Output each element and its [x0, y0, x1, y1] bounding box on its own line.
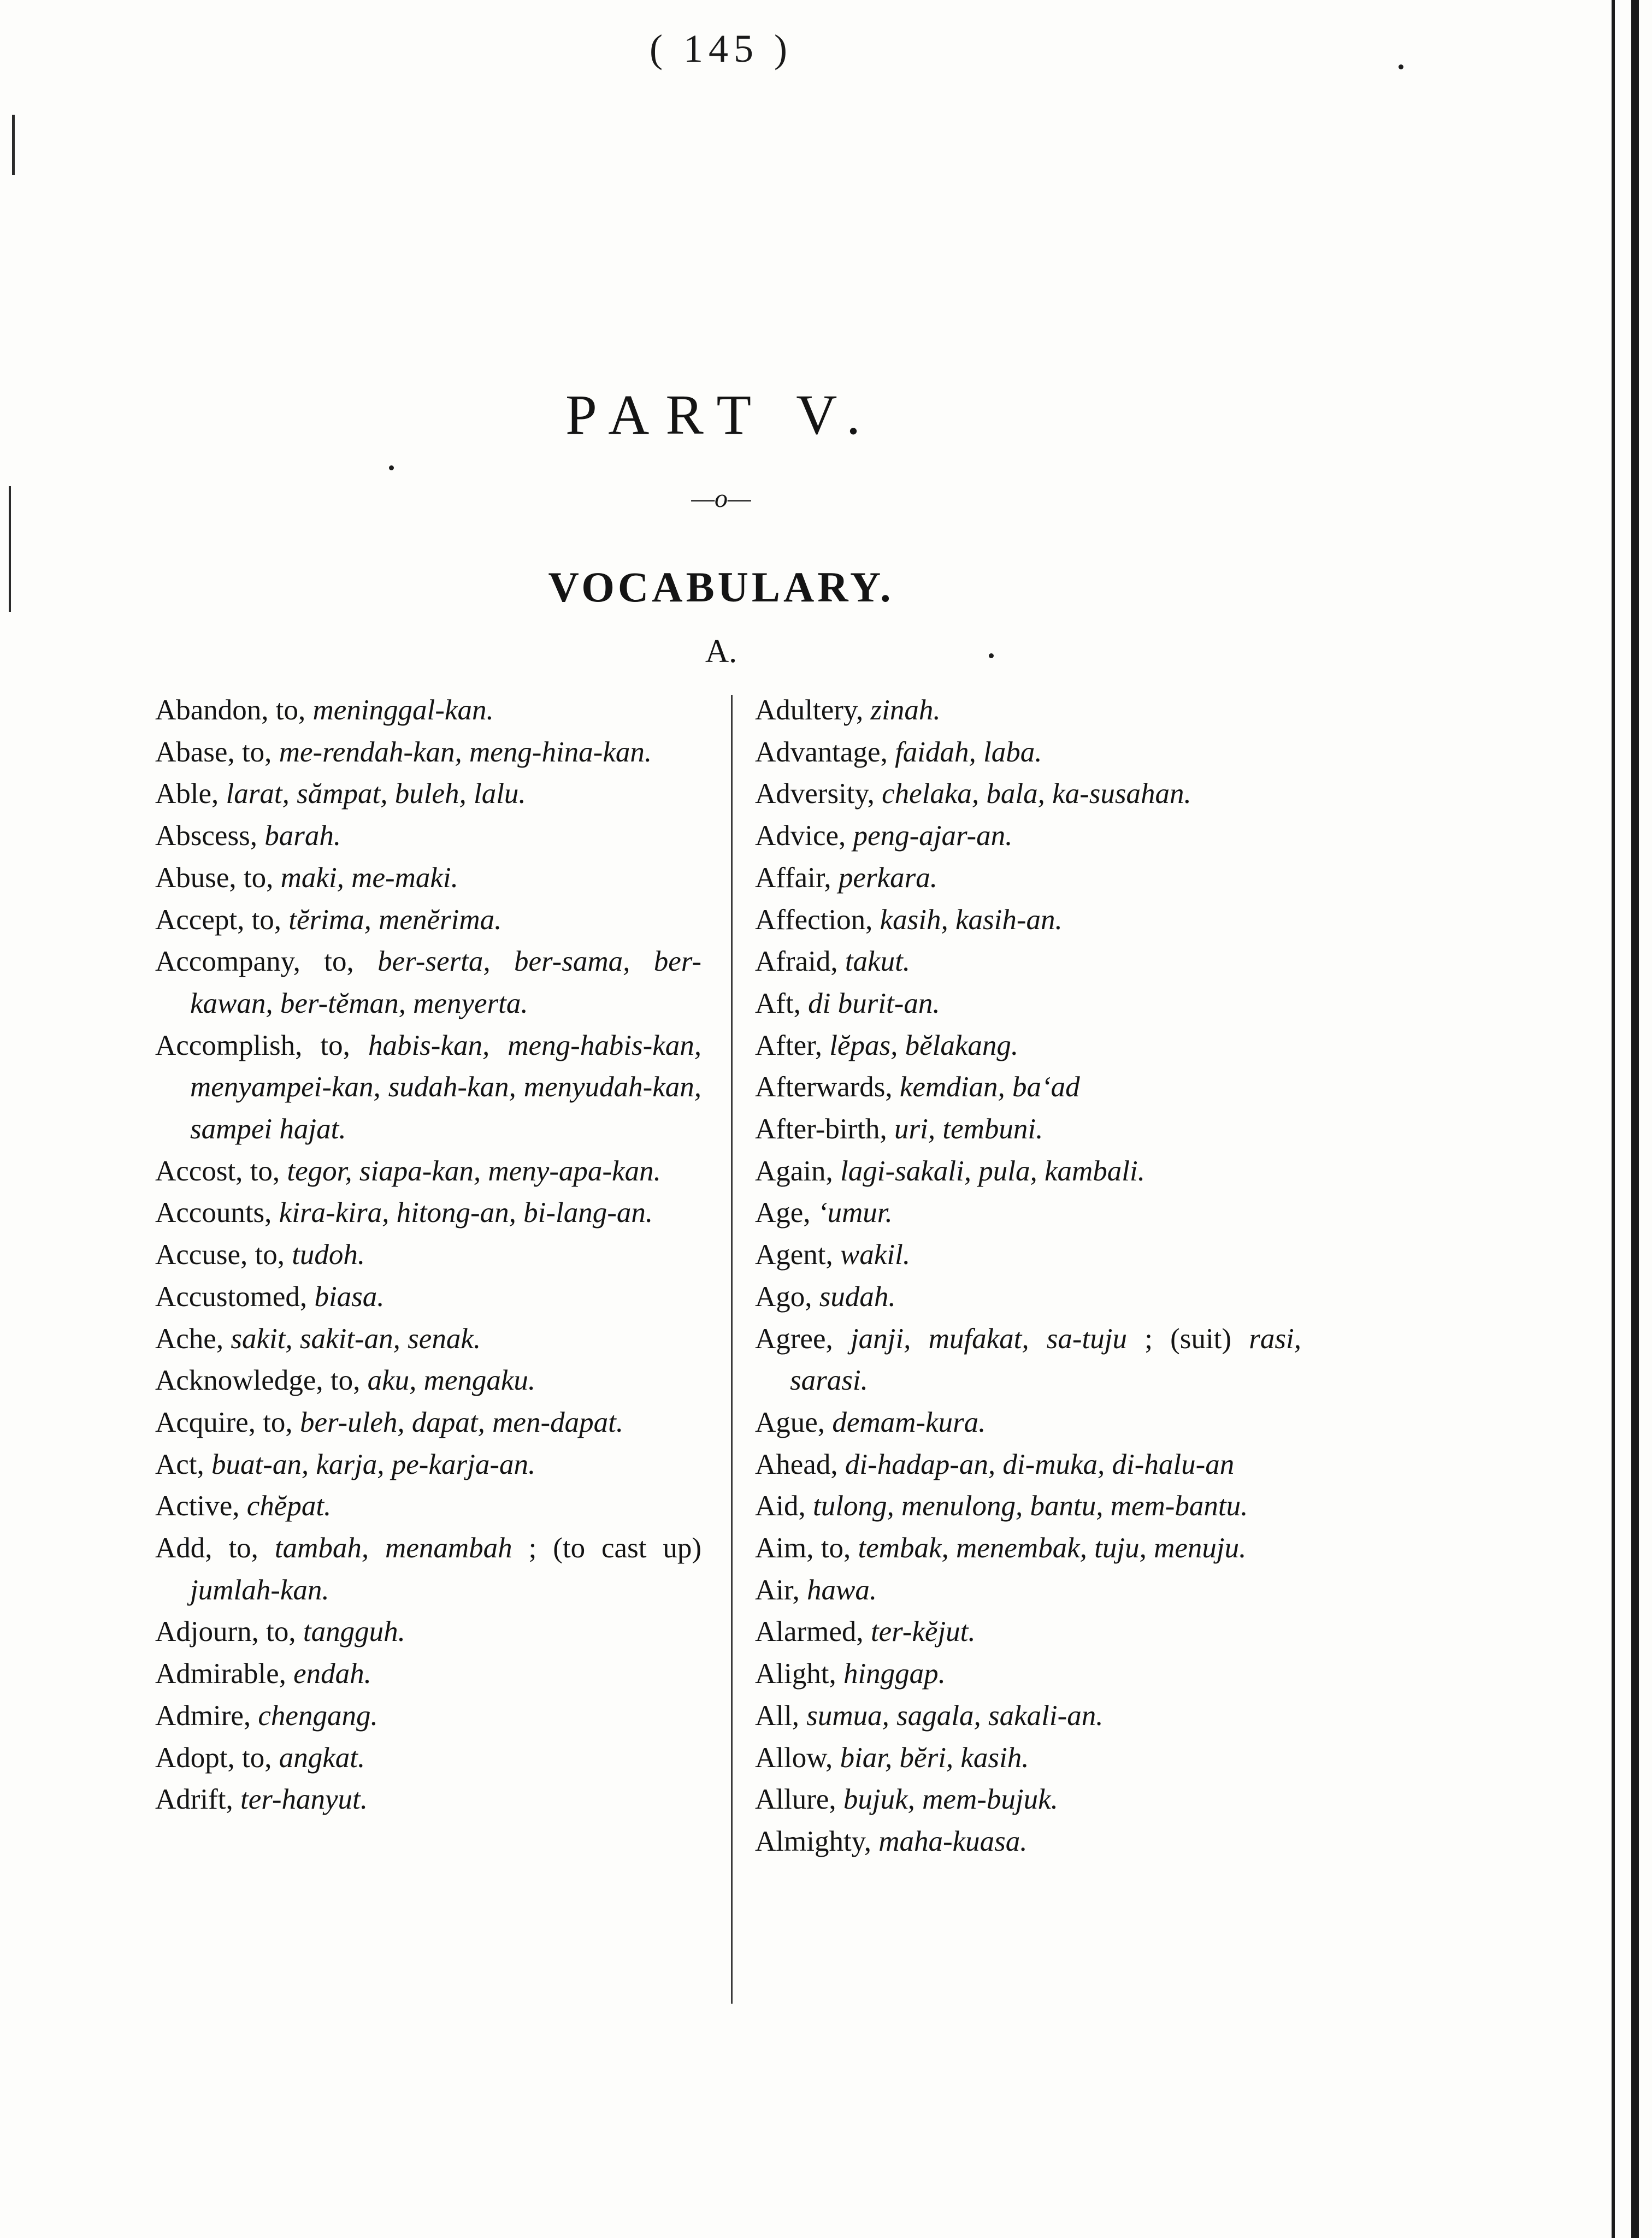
entry-malay-gloss: takut. — [845, 946, 911, 978]
entry-malay-gloss: rasi, sarasi. — [790, 1322, 1301, 1397]
entry-malay-gloss: chengang. — [258, 1699, 378, 1732]
entry-note: ; (suit) — [1127, 1322, 1249, 1355]
vocabulary-entry — [755, 1737, 1301, 1779]
vocabulary-entry — [155, 857, 701, 899]
part-title: PART V. — [565, 383, 877, 446]
vocabulary-entry — [155, 689, 701, 731]
vocabulary-entry — [755, 1108, 1301, 1150]
vocabulary-entry — [755, 1485, 1301, 1527]
entry-headword: Alight, — [755, 1658, 843, 1690]
entry-headword: Add, to, — [155, 1532, 275, 1564]
entry-headword: Afterwards, — [755, 1071, 900, 1103]
entry-headword: All, — [755, 1699, 807, 1732]
vocabulary-entry — [755, 1611, 1301, 1653]
entry-headword: Alarmed, — [755, 1616, 871, 1648]
entry-malay-gloss: angkat. — [279, 1741, 365, 1774]
vocabulary-entry — [155, 1402, 701, 1444]
vocabulary-entry — [155, 1150, 701, 1192]
entry-malay-gloss: faidah, laba. — [895, 736, 1042, 768]
entry-malay-gloss: kemdian, ba‘ad — [899, 1071, 1080, 1103]
entry-headword: Admire, — [155, 1699, 258, 1732]
section-title: VOCABULARY. — [548, 563, 894, 611]
entry-headword: Adopt, to, — [155, 1741, 279, 1774]
entry-headword: Ache, — [155, 1322, 231, 1355]
entry-headword: Aft, — [755, 987, 809, 1019]
entry-malay-gloss: sudah. — [819, 1280, 896, 1313]
page-number: ( 145 ) — [650, 27, 793, 70]
letter-heading: A. — [705, 633, 738, 669]
entry-headword: Affair, — [755, 861, 839, 894]
entry-headword: Abuse, to, — [155, 861, 281, 894]
entry-malay-gloss: peng-ajar-an. — [853, 820, 1013, 852]
entry-headword: Abase, to, — [155, 736, 279, 768]
entry-headword: Act, — [155, 1448, 212, 1480]
vocabulary-entry — [755, 1653, 1301, 1695]
entry-headword: Air, — [755, 1574, 807, 1606]
entry-malay-gloss: ter-hanyut. — [240, 1784, 368, 1816]
vocabulary-entry — [155, 1695, 701, 1737]
entry-headword: Abandon, to, — [155, 694, 313, 726]
entry-malay-gloss: tembak, menembak, tuju, menuju. — [858, 1532, 1247, 1564]
entry-malay-gloss: habis-kan, meng-habis-kan, menyampei-kan, sudah-kan, menyudah-kan, sampei hajat. — [190, 1029, 701, 1145]
binding-rule-thick — [1631, 0, 1639, 2238]
vocabulary-entry — [755, 1066, 1301, 1108]
vocabulary-entry — [755, 1150, 1301, 1192]
entry-headword: Abscess, — [155, 820, 265, 852]
vocabulary-column-right — [755, 689, 1301, 1863]
vocabulary-entry — [155, 731, 701, 773]
vocabulary-entry — [155, 1611, 701, 1653]
entry-malay-gloss: demam-kura. — [832, 1406, 986, 1438]
entry-malay-gloss: tegor, siapa-kan, meny-apa-kan. — [287, 1155, 661, 1187]
vocabulary-entry — [155, 899, 701, 941]
entry-headword: Afraid, — [755, 946, 845, 978]
entry-headword: Allure, — [755, 1784, 843, 1816]
entry-headword: Adjourn, to, — [155, 1616, 303, 1648]
vocabulary-entry — [755, 773, 1301, 815]
entry-malay-gloss: zinah. — [870, 694, 941, 726]
entry-malay-gloss: larat, sămpat, buleh, lalu. — [226, 778, 526, 810]
vocabulary-entry — [755, 857, 1301, 899]
vocabulary-entry — [155, 1527, 701, 1611]
entry-malay-gloss: ‘umur. — [817, 1197, 893, 1229]
entry-malay-gloss: ter-kĕjut. — [870, 1616, 976, 1648]
entry-malay-gloss: wakil. — [840, 1239, 911, 1271]
entry-malay-gloss: barah. — [264, 820, 341, 852]
entry-headword: Ago, — [755, 1280, 819, 1313]
entry-malay-gloss: hawa. — [807, 1574, 877, 1606]
entry-malay-gloss: lĕpas, bĕlakang. — [829, 1029, 1019, 1061]
entry-malay-gloss: kira-kira, hitong-an, bi-lang-an. — [279, 1197, 653, 1229]
vocabulary-entry — [755, 899, 1301, 941]
vocabulary-entry — [755, 1276, 1301, 1318]
entry-malay-gloss: tĕrima, menĕrima. — [288, 904, 502, 936]
vocabulary-entry — [155, 1653, 701, 1695]
entry-headword: Again, — [755, 1155, 841, 1187]
vocabulary-entry — [755, 1569, 1301, 1611]
entry-malay-gloss: hinggap. — [843, 1658, 946, 1690]
entry-headword: Affection, — [755, 904, 880, 936]
vocabulary-entry — [755, 689, 1301, 731]
entry-headword: Acknowledge, to, — [155, 1365, 368, 1397]
entry-malay-gloss: kasih, kasih-an. — [880, 904, 1063, 936]
entry-malay-gloss: aku, mengaku. — [367, 1365, 536, 1397]
entry-headword: Adversity, — [755, 778, 882, 810]
entry-headword: Able, — [155, 778, 226, 810]
entry-headword: Ahead, — [755, 1448, 845, 1480]
column-divider — [731, 695, 733, 2004]
entry-headword: Active, — [155, 1490, 247, 1522]
vocabulary-entry — [755, 815, 1301, 857]
entry-note: ; (to cast up) — [512, 1532, 702, 1564]
vocabulary-entry — [755, 1318, 1301, 1402]
entry-headword: Accuse, to, — [155, 1239, 292, 1271]
entry-malay-gloss: maha-kuasa. — [878, 1825, 1028, 1857]
entry-headword: Agree, — [755, 1322, 851, 1355]
entry-malay-gloss: perkara. — [838, 861, 937, 894]
scan-edge-mark-top — [12, 115, 15, 175]
entry-headword: Admirable, — [155, 1658, 294, 1690]
entry-headword: Almighty, — [755, 1825, 879, 1857]
entry-headword: Allow, — [755, 1741, 840, 1774]
entry-malay-gloss: buat-an, karja, pe-karja-an. — [211, 1448, 536, 1480]
entry-malay-gloss: uri, tembuni. — [894, 1113, 1043, 1145]
entry-headword: Accustomed, — [155, 1280, 315, 1313]
entry-malay-gloss: lagi-sakali, pula, kambali. — [840, 1155, 1145, 1187]
vocabulary-column-left — [155, 689, 701, 1821]
vocabulary-entry — [755, 1695, 1301, 1737]
entry-headword: Aim, to, — [755, 1532, 858, 1564]
vocabulary-entry — [155, 1234, 701, 1276]
entry-malay-gloss: janji, mufakat, sa-tuju — [850, 1322, 1128, 1355]
vocabulary-entry — [155, 1276, 701, 1318]
entry-malay-gloss: ber-uleh, dapat, men-dapat. — [299, 1406, 624, 1438]
vocabulary-entry — [155, 1025, 701, 1150]
entry-headword: Accomplish, to, — [155, 1029, 368, 1061]
vocabulary-entry — [155, 773, 701, 815]
entry-malay-gloss: jumlah-kan. — [190, 1574, 329, 1606]
binding-rule-thin — [1612, 0, 1615, 2238]
entry-headword: Agent, — [755, 1239, 841, 1271]
entry-malay-gloss: maki, me-maki. — [280, 861, 458, 894]
entry-malay-gloss: endah. — [293, 1658, 371, 1690]
vocabulary-entry — [755, 731, 1301, 773]
vocabulary-entry — [755, 983, 1301, 1025]
entry-headword: Acquire, to, — [155, 1406, 300, 1438]
entry-headword: Adrift, — [155, 1784, 241, 1816]
entry-headword: After, — [755, 1029, 830, 1061]
vocabulary-entry — [755, 1444, 1301, 1486]
vocabulary-entry — [155, 941, 701, 1024]
entry-malay-gloss: ber-serta, ber-sama, ber-kawan, ber-tĕman, menyerta. — [190, 946, 701, 1019]
entry-malay-gloss: bujuk, mem-bujuk. — [843, 1784, 1058, 1816]
entry-malay-gloss: tangguh. — [303, 1616, 405, 1648]
entry-headword: After-birth, — [755, 1113, 895, 1145]
vocabulary-entry — [155, 1444, 701, 1486]
vocabulary-entry — [755, 1527, 1301, 1569]
entry-headword: Accept, to, — [155, 904, 289, 936]
entry-malay-gloss: di burit-an. — [808, 987, 940, 1019]
entry-headword: Adultery, — [755, 694, 871, 726]
entry-headword: Advantage, — [755, 736, 895, 768]
vocabulary-entry — [755, 1234, 1301, 1276]
vocabulary-entry — [755, 1821, 1301, 1863]
entry-malay-gloss: sakit, sakit-an, senak. — [231, 1322, 481, 1355]
vocabulary-entry — [155, 1737, 701, 1779]
entry-malay-gloss: chelaka, bala, ka-susahan. — [882, 778, 1191, 810]
entry-headword: Age, — [755, 1197, 818, 1229]
vocabulary-entry — [155, 815, 701, 857]
entry-malay-gloss: meninggal-kan. — [312, 694, 494, 726]
entry-malay-gloss: chĕpat. — [246, 1490, 332, 1522]
entry-headword: Accost, to, — [155, 1155, 287, 1187]
entry-headword: Aid, — [755, 1490, 813, 1522]
entry-malay-gloss: me-rendah-kan, meng-hina-kan. — [279, 736, 652, 768]
entry-malay-gloss: biar, bĕri, kasih. — [840, 1741, 1029, 1774]
vocabulary-entry — [155, 1192, 701, 1234]
vocabulary-entry — [755, 1779, 1301, 1821]
entry-headword: Ague, — [755, 1406, 833, 1438]
vocabulary-entry — [755, 1025, 1301, 1067]
vocabulary-entry — [755, 1192, 1301, 1234]
entry-headword: Advice, — [755, 820, 853, 852]
entry-headword: Accompany, to, — [155, 946, 378, 978]
vocabulary-entry — [755, 1402, 1301, 1444]
entry-headword: Accounts, — [155, 1197, 279, 1229]
entry-malay-gloss: tulong, menulong, bantu, mem-bantu. — [813, 1490, 1248, 1522]
entry-malay-gloss: tudoh. — [292, 1239, 365, 1271]
entry-malay-gloss: tambah, menambah — [274, 1532, 512, 1564]
vocabulary-entry — [755, 941, 1301, 983]
ink-speck — [389, 465, 394, 470]
entry-malay-gloss: di-hadap-an, di-muka, di-halu-an — [845, 1448, 1235, 1480]
vocabulary-entry — [155, 1779, 701, 1821]
title-ornament: —o— — [691, 484, 751, 513]
entry-malay-gloss: biasa. — [314, 1280, 385, 1313]
entry-malay-gloss: sumua, sagala, sakali-an. — [806, 1699, 1104, 1732]
vocabulary-entry — [155, 1360, 701, 1402]
vocabulary-entry — [155, 1318, 701, 1360]
vocabulary-entry — [155, 1485, 701, 1527]
